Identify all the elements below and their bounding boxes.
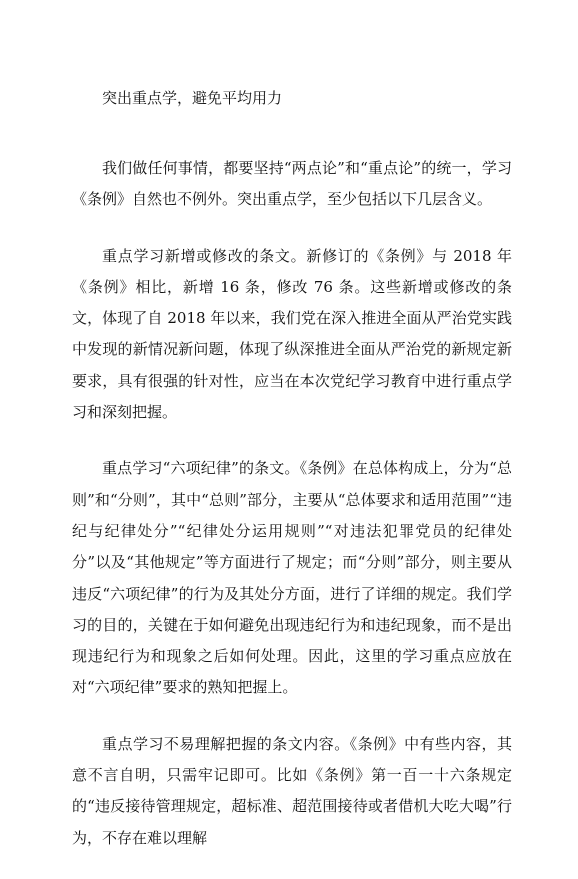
- paragraph-new-articles: 重点学习新增或修改的条文。新修订的《条例》与 2018 年《条例》相比，新增 16 条，修改 76 条。这些新增或修改的条文，体现了自 2018 年以来，我们党在深入推进全面从严治党实践中发现的新情况新问题，体现了纵深推进全面从严治党的新规定新要求，具有很强的针对性，应当在本次党纪学习教育中进行重点学习和深刻把握。: [72, 246, 512, 422]
- document-page: [72, 88, 512, 879]
- paragraph-difficult-articles: 重点学习不易理解把握的条文内容。《条例》中有些内容，其意不言自明，只需牢记即可。比如《条例》第一百一十六条规定的“违反接待管理规定，超标准、超范围接待或者借机大吃大喝”行为，不存在难以理解: [72, 734, 512, 847]
- paragraph-six-disciplines: 重点学习“六项纪律”的条文。《条例》在总体构成上，分为“总则”和“分则”，其中“总则”部分，主要从“总体要求和适用范围”“违纪与纪律处分”“纪律处分运用规则”“对违法犯罪党员的纪律处分”以及“其他规定”等方面进行了规定；而“分则”部分，则主要从违反“六项纪律”的行为及其处分方面，进行了详细的规定。我们学习的目的，关键在于如何避免出现违纪行为和违纪现象，而不是出现违纪行为和现象之后如何处理。因此，这里的学习重点应放在对“六项纪律”要求的熟知把握上。: [72, 459, 512, 697]
- paragraph-intro: 我们做任何事情，都要坚持“两点论”和“重点论”的统一，学习《条例》自然也不例外。突出重点学，至少包括以下几层含义。: [72, 159, 512, 209]
- section-heading: 突出重点学，避免平均用力: [102, 89, 283, 107]
